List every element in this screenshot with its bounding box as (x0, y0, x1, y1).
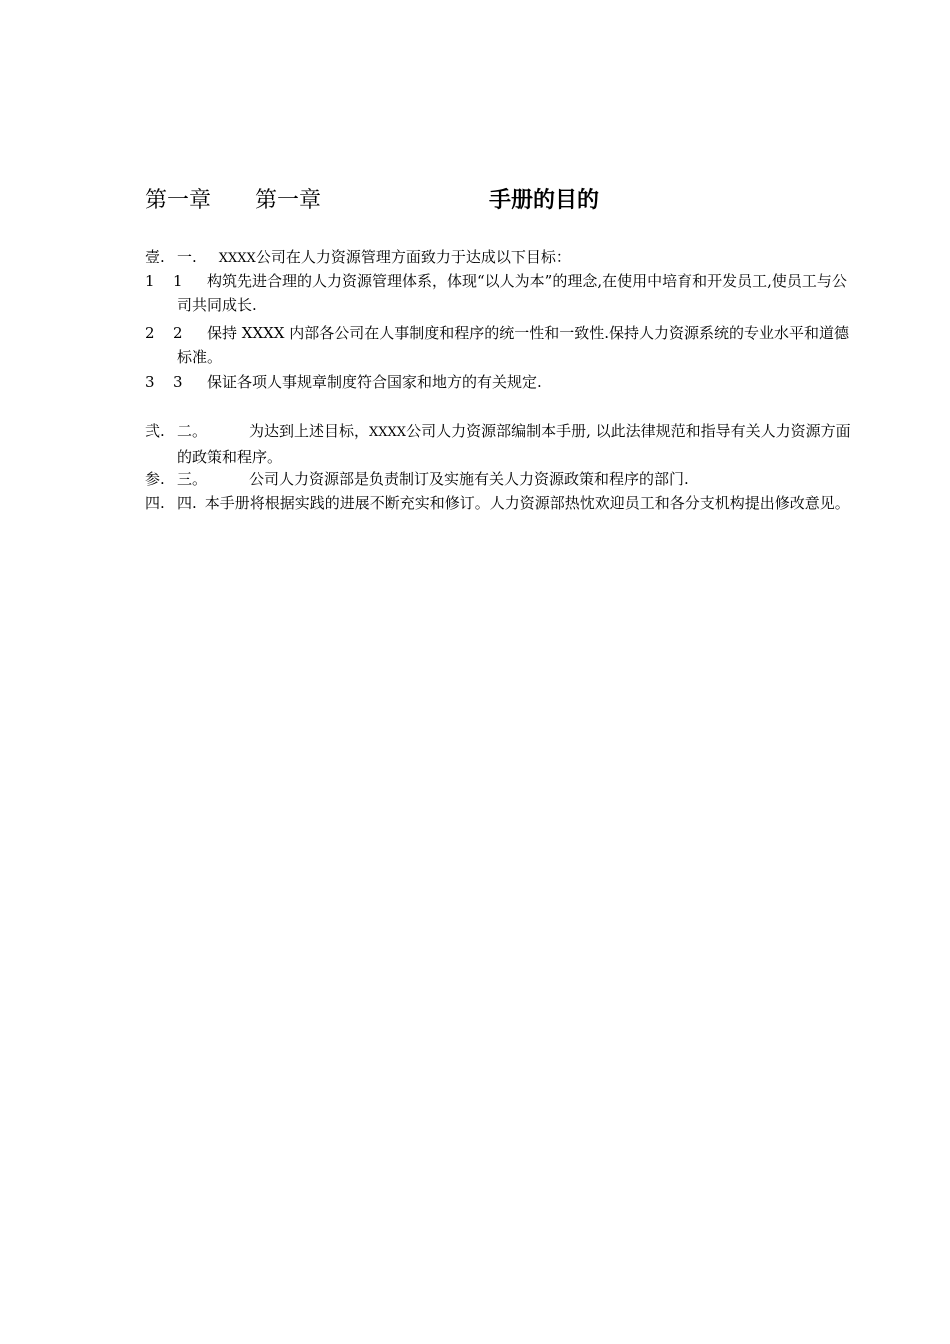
section-marker: 参. (145, 470, 165, 488)
chapter-label-repeat: 第一章 (255, 188, 322, 213)
section-2-body (177, 419, 860, 469)
item-number: 3 (145, 373, 155, 391)
section-marker: 弐. (145, 422, 165, 440)
section-3-body (177, 467, 860, 491)
list-item (145, 321, 860, 369)
chapter-heading (145, 186, 865, 216)
section-text-lead: 为达到上述目标， (249, 422, 370, 440)
item-sub-number: 2 (173, 324, 183, 342)
section-1-body (177, 245, 860, 271)
company-placeholder: XXXX (369, 425, 407, 440)
item-text: 构筑先进合理的人力资源管理体系，体现“以人为本”的理念,在使用中培育和开发员工,使员工与公司共同成长. (177, 272, 847, 314)
item-text: 保持 XXXX 内部各公司在人事制度和程序的统一性和一致性.保持人力资源系统的专业水平和道德标准。 (177, 324, 850, 366)
section-4 (145, 491, 860, 515)
item-sub-number: 3 (173, 373, 183, 391)
item-text: 保证各项人事规章制度符合国家和地方的有关规定. (207, 373, 542, 391)
section-marker: 四. (145, 494, 165, 512)
company-placeholder: XXXX (218, 251, 256, 266)
chapter-title: 手册的目的 (489, 188, 600, 213)
section-4-body (177, 491, 860, 515)
section-2 (145, 419, 860, 469)
sub-marker: 四. (177, 494, 197, 512)
sub-marker: 二。 (177, 422, 208, 440)
list-item (145, 269, 860, 317)
item-number: 2 (145, 324, 155, 342)
section-3 (145, 467, 860, 491)
chapter-label: 第一章 (145, 188, 212, 213)
section-text: 公司在人力资源管理方面致力于达成以下目标： (255, 248, 571, 266)
section-text: 本手册将根据实践的进展不断充实和修订。人力资源部热忱欢迎员工和各分支机构提出修改意见。 (204, 494, 850, 512)
sub-marker: 三。 (177, 470, 208, 488)
sub-marker: 一. (177, 248, 197, 266)
item-sub-number: 1 (173, 272, 183, 290)
section-text: 公司人力资源部是负责制订及实施有关人力资源政策和程序的部门. (249, 470, 689, 488)
list-item (145, 370, 860, 394)
section-marker: 壹. (145, 248, 165, 266)
section-1 (145, 245, 860, 271)
section-text: 公司人力资源部编制本手册, 以此法律规范和指导有关人力资源方面的政策和程序。 (177, 422, 851, 466)
item-number: 1 (145, 272, 155, 290)
